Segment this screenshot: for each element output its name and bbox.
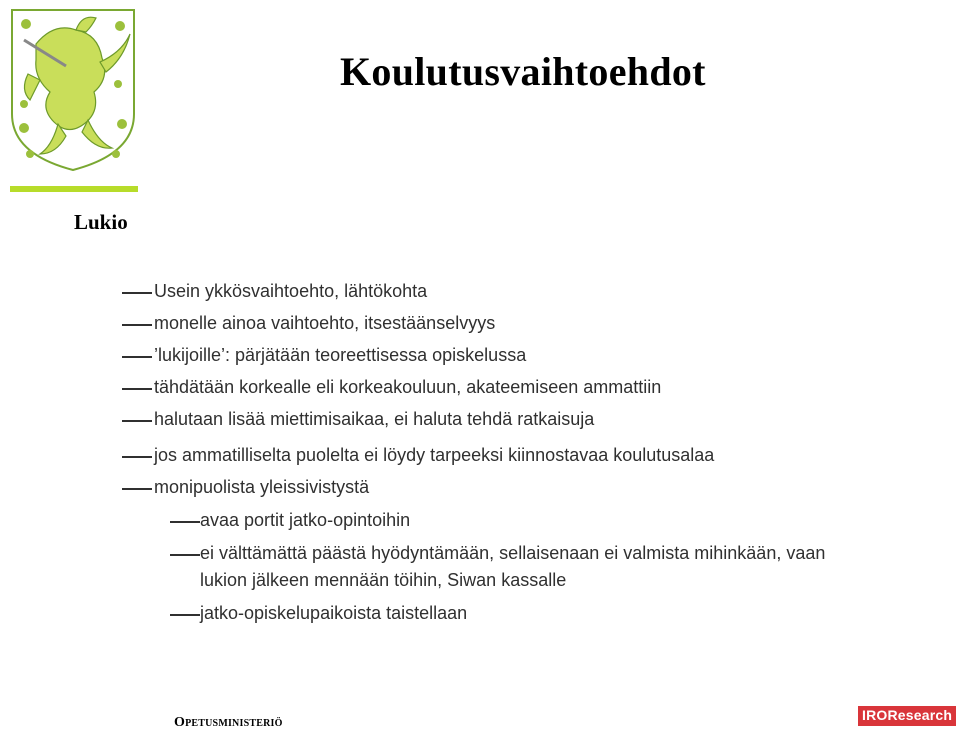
dash-bullet [122, 324, 152, 326]
dash-bullet [170, 554, 200, 556]
list-item: ’lukijoille’: pärjätään teoreettisessa opiskelussa [154, 342, 526, 368]
sub-list-item-continuation: lukion jälkeen mennään töihin, Siwan kassalle [200, 570, 567, 590]
dash-bullet [122, 456, 152, 458]
list-item: jos ammatilliselta puolelta ei löydy tarpeeksi kiinnostavaa koulutusalaa [154, 442, 714, 468]
finnish-coat-of-arms-icon [6, 4, 140, 172]
dash-bullet [170, 521, 200, 523]
dash-bullet [122, 488, 152, 490]
dash-bullet [122, 292, 152, 294]
list-item: monipuolista yleissivistystä [154, 474, 369, 500]
dash-bullet [122, 420, 152, 422]
list-item: halutaan lisää miettimisaikaa, ei haluta tehdä ratkaisuja [154, 406, 594, 432]
list-item: Usein ykkösvaihtoehto, lähtökohta [154, 278, 427, 304]
dash-bullet [122, 356, 152, 358]
section-heading: Lukio [74, 210, 128, 234]
footer-ministry: Opetusministeriö [174, 715, 283, 730]
sub-list-item: ei välttämättä päästä hyödyntämään, sellaisenaan ei valmista mihinkään, vaan [200, 540, 825, 566]
dash-bullet [122, 388, 152, 390]
page-title: Koulutusvaihtoehdot [340, 49, 706, 94]
accent-bar [10, 186, 138, 192]
list-item: tähdätään korkealle eli korkeakouluun, akateemiseen ammattiin [154, 374, 661, 400]
sub-list-item: jatko-opiskelupaikoista taistellaan [200, 600, 467, 626]
iroresearch-logo [858, 706, 956, 726]
logo-text: IROResearch [862, 707, 953, 723]
dash-bullet [170, 614, 200, 616]
sub-list-item: avaa portit jatko-opintoihin [200, 507, 410, 533]
list-item: monelle ainoa vaihtoehto, itsestäänselvyys [154, 310, 495, 336]
